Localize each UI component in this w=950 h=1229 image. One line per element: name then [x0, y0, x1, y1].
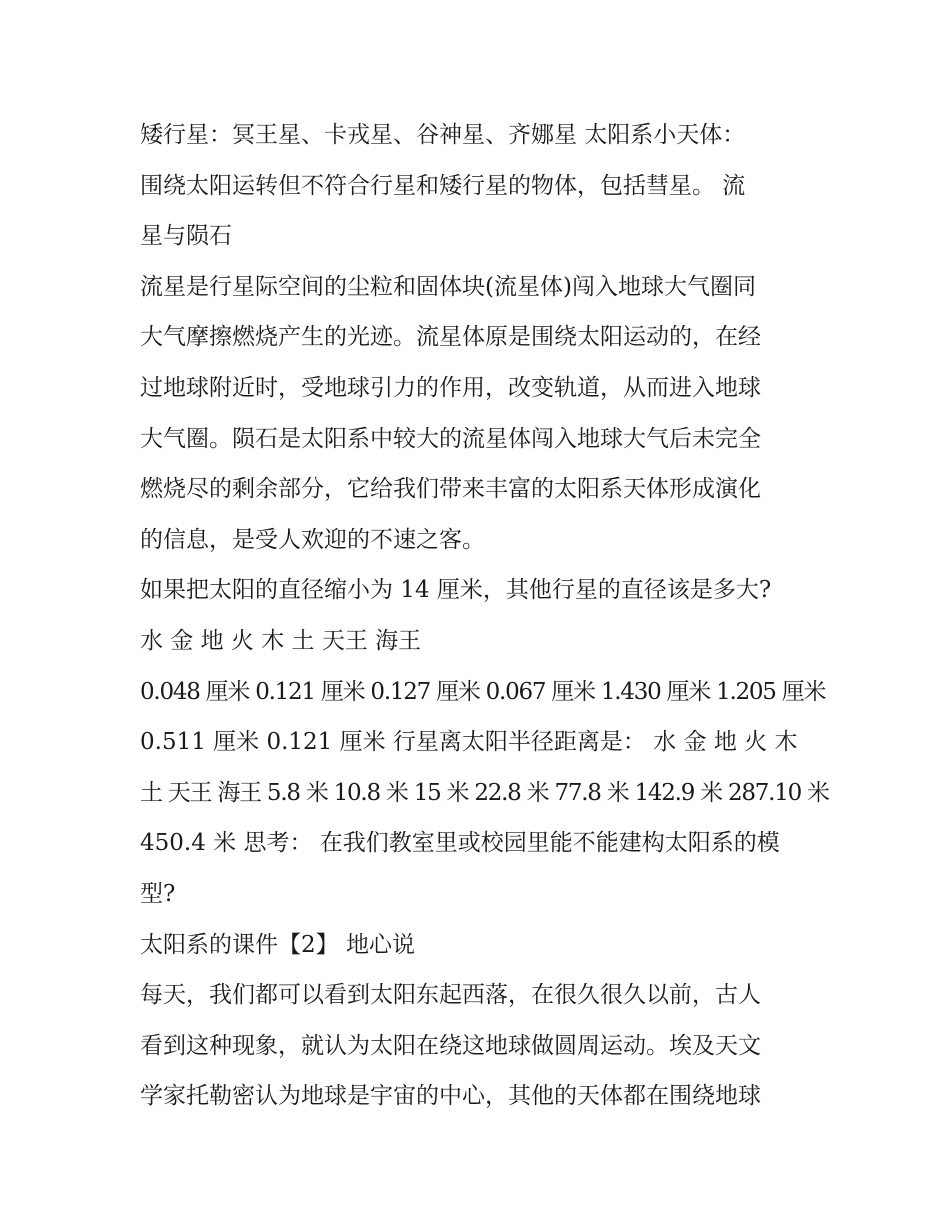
- section-heading: 太阳系的课件【2】 地心说: [140, 931, 415, 958]
- text-line: 土 天王 海王 5.8 米 10.8 米 15 米 22.8 米 77.8 米 142.9 米 287.10 米: [140, 779, 829, 806]
- text-line: 大气圈。陨石是太阳系中较大的流星体闯入地球大气后未完全: [140, 425, 761, 452]
- text-line: 0.511 厘米 0.121 厘米 行星离太阳半径距离是： 水 金 地 火 木: [140, 729, 798, 756]
- text-line: 大气摩擦燃烧产生的光迹。流星体原是围绕太阳运动的，在经: [140, 324, 761, 351]
- text-line: 型?: [140, 880, 176, 907]
- text-line: 的信息，是受人欢迎的不速之客。: [140, 526, 485, 553]
- text-line: 0.048 厘米 0.121 厘米 0.127 厘米 0.067 厘米 1.430 厘米 1.205 厘米: [140, 678, 826, 705]
- text-line: 每天，我们都可以看到太阳东起西落，在很久很久以前，古人: [140, 982, 761, 1009]
- text-line: 流星是行星际空间的尘粒和固体块(流星体)闯入地球大气圈同: [140, 273, 756, 300]
- text-line: 水 金 地 火 木 土 天王 海王: [140, 627, 422, 654]
- document-page: [140, 110, 829, 1122]
- text-line: 星与陨石: [140, 223, 232, 250]
- text-line: 学家托勒密认为地球是宇宙的中心，其他的天体都在围绕地球: [140, 1083, 761, 1110]
- text-line: 看到这种现象，就认为太阳在绕这地球做圆周运动。埃及天文: [140, 1032, 761, 1059]
- text-line: 围绕太阳运转但不符合行星和矮行星的物体，包括彗星。 流: [140, 172, 746, 199]
- text-line: 450.4 米 思考： 在我们教室里或校园里能不能建构太阳系的模: [140, 830, 780, 857]
- text-line: 矮行星：冥王星、卡戎星、谷神星、齐娜星 太阳系小天体：: [140, 122, 746, 148]
- text-line: 过地球附近时，受地球引力的作用，改变轨道，从而进入地球: [140, 374, 761, 401]
- text-line: 燃烧尽的剩余部分，它给我们带来丰富的太阳系天体形成演化: [140, 476, 761, 503]
- text-line: 如果把太阳的直径缩小为 14 厘米，其他行星的直径该是多大?: [140, 577, 772, 604]
